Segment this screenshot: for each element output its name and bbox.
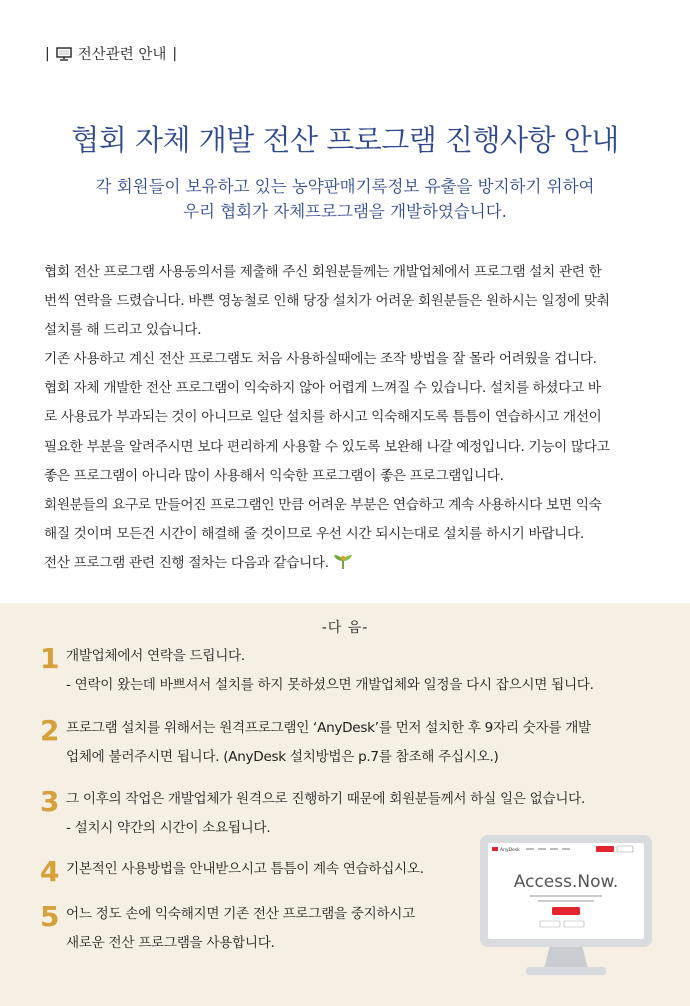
body-line: 좋은 프로그램이 아니라 많이 사용해서 익숙한 프로그램이 좋은 프로그램입니다. bbox=[44, 467, 504, 484]
section-header bbox=[45, 43, 177, 64]
body-line: 해질 것이며 모든건 시간이 해결해 줄 것이므로 우선 시간 되시는대로 설치를 하시기 바랍니다. bbox=[44, 525, 584, 542]
body-line: 협회 전산 프로그램 사용동의서를 제출해 주신 회원분들께는 개발업체에서 프로그램 설치 관련 한 bbox=[44, 264, 602, 280]
body-paragraphs bbox=[44, 258, 654, 578]
step-line: 그 이후의 작업은 개발업체가 원격으로 진행하기 때문에 회원분들께서 하실 일은 없습니다. bbox=[66, 791, 585, 807]
header-label-text: 전산관련 안내 bbox=[77, 47, 167, 63]
computer-monitor-icon bbox=[56, 46, 72, 62]
header-bar-left: | bbox=[45, 45, 50, 62]
body-line: 기존 사용하고 계신 전산 프로그램도 처음 사용하실때에는 조작 방법을 잘 몰라 어려웠을 겁니다. bbox=[44, 351, 597, 368]
access-now-heading: Access.Now. bbox=[513, 872, 619, 892]
step-number: 2 bbox=[40, 714, 60, 747]
step-text bbox=[66, 714, 656, 772]
step-line: 새로운 전산 프로그램을 사용합니다. bbox=[66, 935, 275, 951]
step-number: 1 bbox=[40, 642, 60, 675]
step-line: 업체에 불러주시면 됩니다. (AnyDesk 설치방법은 p.7를 참조해 주십시오.) bbox=[66, 749, 499, 765]
body-line: 설치를 해 드리고 있습니다. bbox=[44, 322, 202, 339]
steps-heading: -다 음- bbox=[321, 620, 369, 636]
body-line: 협회 자체 개발한 전산 프로그램이 익숙하지 않아 어렵게 느껴질 수 있습니다. 설치를 하셨다고 바 bbox=[44, 380, 601, 397]
sprout-icon bbox=[333, 552, 353, 570]
body-line-text: 전산 프로그램 관련 진행 절차는 다음과 같습니다. bbox=[44, 554, 329, 571]
body-line: 필요한 부분을 알려주시면 보다 편리하게 사용할 수 있도록 보완해 나갈 예정입니다. 기능이 많다고 bbox=[44, 438, 610, 455]
page-subtitle bbox=[0, 174, 690, 224]
body-line: 회원분들의 요구로 만들어진 프로그램인 만큼 어려운 부분은 연습하고 계속 사용하시다 보면 익숙 bbox=[44, 496, 602, 513]
step-number: 3 bbox=[40, 785, 60, 818]
step-line: 개발업체에서 연락을 드립니다. bbox=[66, 648, 245, 664]
page-title: 협회 자체 개발 전산 프로그램 진행사항 안내 bbox=[71, 123, 619, 157]
step-line: - 설치시 약간의 시간이 소요됩니다. bbox=[66, 820, 271, 836]
body-line-last bbox=[44, 549, 654, 578]
monitor-illustration bbox=[478, 833, 654, 983]
step-line: 어느 정도 손에 익숙해지면 기존 전산 프로그램을 중지하시고 bbox=[66, 906, 415, 922]
step-line: - 연락이 왔는데 바쁘셔서 설치를 하지 못하셨으면 개발업체와 일정을 다시 잡으시면 됩니다. bbox=[66, 677, 594, 693]
anydesk-logo-text: AnyDesk bbox=[500, 848, 520, 853]
body-line: 번씩 연락을 드렸습니다. 바쁜 영농철로 인해 당장 설치가 어려운 회원분들은 원하시는 일정에 맞춰 bbox=[44, 293, 610, 310]
step-number: 4 bbox=[40, 855, 60, 888]
subtitle-line-2: 우리 협회가 자체프로그램을 개발하였습니다. bbox=[183, 202, 507, 221]
step-text bbox=[66, 642, 656, 700]
body-line: 로 사용료가 부과되는 것이 아니므로 일단 설치를 하시고 익숙해지도록 틈틈이 연습하시고 개선이 bbox=[44, 409, 602, 426]
step-line: 프로그램 설치를 위해서는 원격프로그램인 ‘AnyDesk’를 먼저 설치한 후 9자리 숫자를 개발 bbox=[66, 720, 591, 736]
step-line: 기본적인 사용방법을 안내받으시고 틈틈이 계속 연습하십시오. bbox=[66, 861, 424, 877]
subtitle-line-1: 각 회원들이 보유하고 있는 농약판매기록정보 유출을 방지하기 위하여 bbox=[95, 177, 595, 196]
header-bar-right: | bbox=[172, 45, 178, 62]
step-number: 5 bbox=[40, 900, 60, 933]
